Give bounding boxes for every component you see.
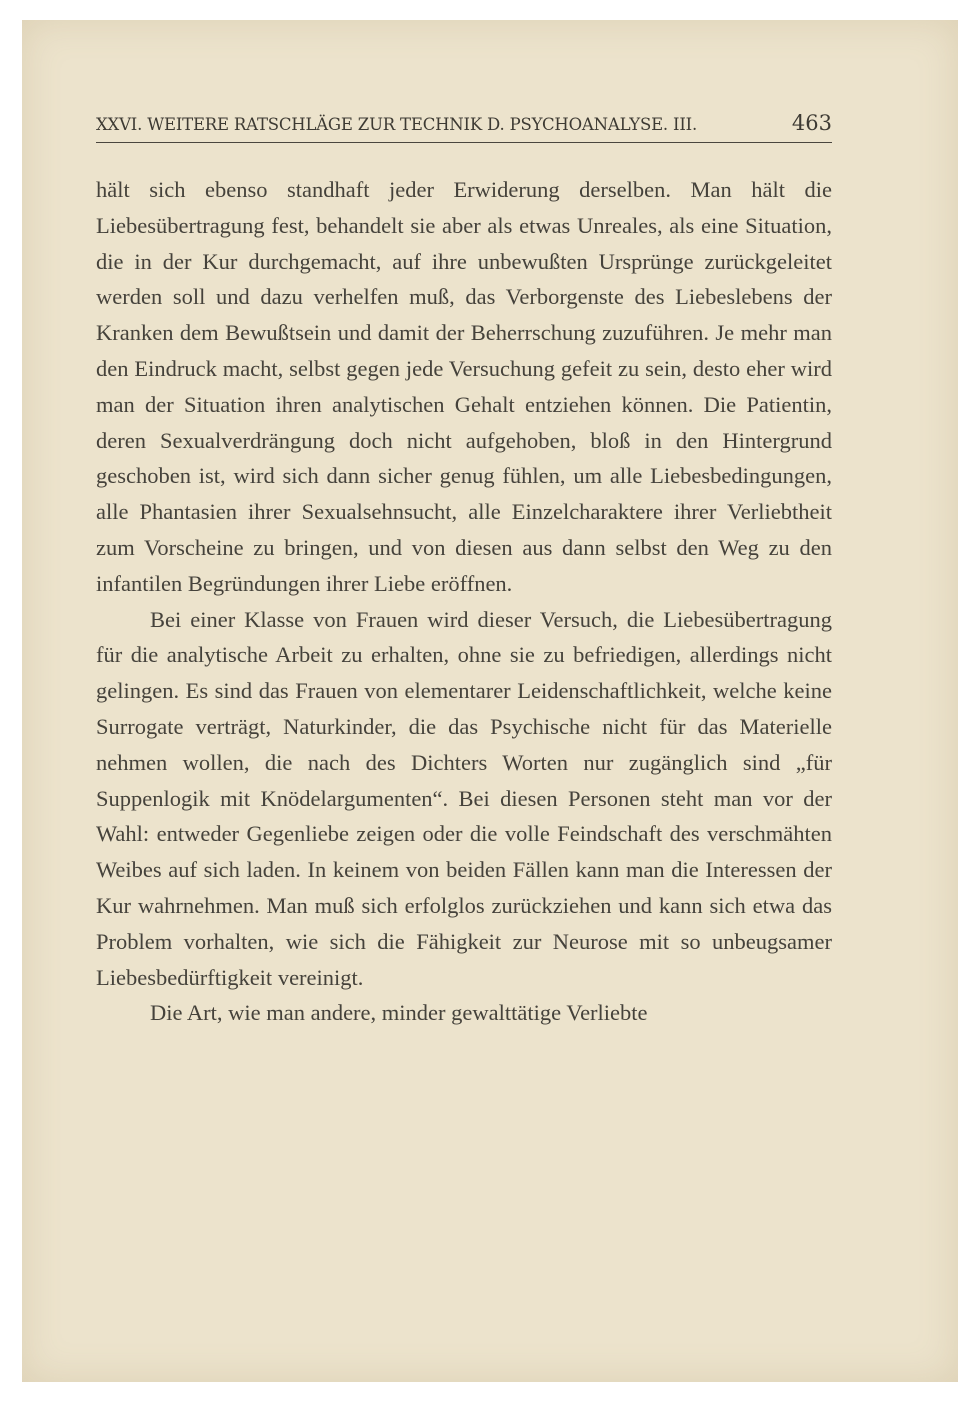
paragraph-1: hält sich ebenso standhaft jeder Erwiderung derselben. Man hält die Liebesübertragung fest, behandelt sie aber als etwas Unreales, als eine Situation, die in der Kur durchgemacht, auf ihre unbewußten Ursprünge zurückgeleitet werden soll und dazu verhelfen muß, das Verborgenste des Liebeslebens der Kranken dem Bewußtsein und damit der Beherrschung zuzuführen. Je mehr man den Eindruck macht, selbst gegen jede Versuchung gefeit zu sein, desto eher wird man der Situation ihren analytischen Gehalt entziehen können. Die Patientin, deren Sexualverdrängung doch nicht aufgehoben, bloß in den Hintergrund geschoben ist, wird sich dann sicher genug fühlen, um alle Liebesbedingungen, alle Phantasien ihrer Sexualsehnsucht, alle Einzelcharaktere ihrer Verliebtheit zum Vorscheine zu bringen, und von diesen aus dann selbst den Weg zu den infantilen Begründungen ihrer Liebe eröffnen.: [96, 177, 832, 596]
text-body: [96, 172, 832, 1031]
paragraph-2: Bei einer Klasse von Frauen wird dieser Versuch, die Liebesübertragung für die analytische Arbeit zu erhalten, ohne sie zu befriedigen, allerdings nicht gelingen. Es sind das Frauen von elementarer Leidenschaftlichkeit, welche keine Surrogate verträgt, Naturkinder, die das Psychische nicht für das Materielle nehmen wollen, die nach des Dichters Worten nur zugänglich sind „für Suppenlogik mit Knödelargumenten“. Bei diesen Personen steht man vor der Wahl: entweder Gegenliebe zeigen oder die volle Feindschaft des verschmähten Weibes auf sich laden. In keinem von beiden Fällen kann man die Interessen der Kur wahrnehmen. Man muß sich erfolglos zurückziehen und kann sich etwa das Problem vorhalten, wie sich die Fähigkeit zur Neurose mit so unbeugsamer Liebesbedürftigkeit vereinigt.: [96, 606, 832, 990]
header-title: XXVI. WEITERE RATSCHLÄGE ZUR TECHNIK D. PSYCHOANALYSE. III.: [96, 115, 698, 134]
page-number: 463: [791, 111, 832, 135]
paragraph-3: Die Art, wie man andere, minder gewalttätige Verliebte: [150, 1000, 648, 1026]
running-header: [96, 112, 832, 143]
